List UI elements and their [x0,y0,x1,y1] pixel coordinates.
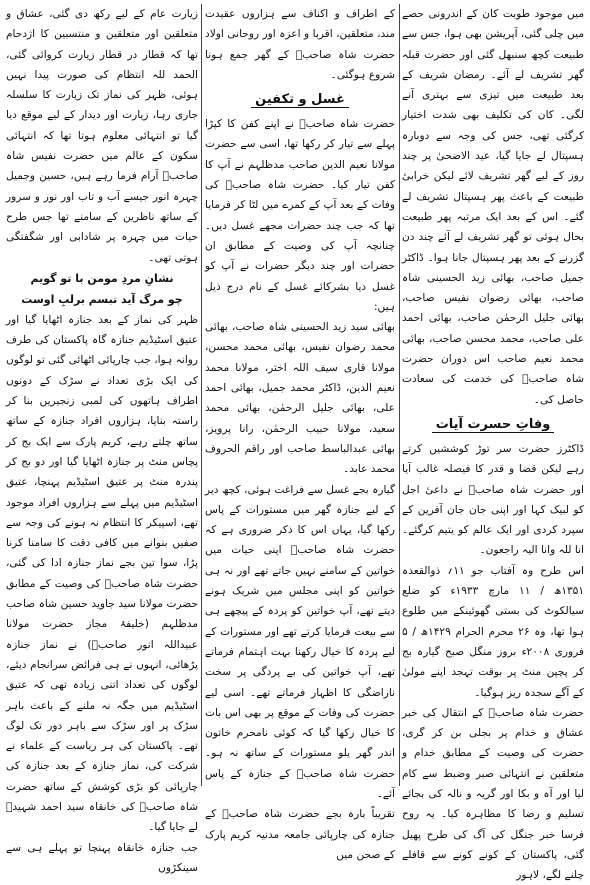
middle-paragraph-2: حضرت شاہ صاحبؒ نے اپنے کفن کا کپڑا پہلے سے تیار کر رکھا تھا، اسی سے حضرت مولانا نعیم الدین صاحب مدظلہم نے آپ کا کفن تیار کیا۔ حضرت شاہ صاحبؒ کی وفات کے بعد آپ کے کمرے میں لٹا کر فرمایا تھا کہ جب چند حضرات مجھے غسل دیں۔ چنانچہ آپ کی وصیت کے مطابق ان حضرات اور چند دیگر حضرات نے آپ کو غسل دیا بشرکائے غسل کے نام درج ذیل ہیں: [205,118,395,313]
middle-paragraph-5: تقریباً بارہ بجے حضرت شاہ صاحبؒ کے جنازہ کی چارپائی جامعہ مدنیہ کریم پارک کے صحن میں [205,808,395,861]
middle-paragraph-1: کے اطراف و اکناف سے ہزاروں عقیدت مند، متعلقین، اقربا و اعزہ اور روحانی اولاد حضرت شاہ صاحبؒ کے گھر جمع ہونا شروع ہوگئی۔ [205,8,395,81]
column-divider-right [399,4,400,786]
right-paragraph-1: میں موجود طوبت کان کے اندرونی حصے میں چلی گئی، آپریشن بھی ہوا، جس سے طبیعت کچھ سنبھل گئی اور حضرت قبلہ گھر تشریف لے آئے۔ رمضان شریف کے بعد طبیعت میں تیزی سے بہتری آنے لگی۔ کان کی تکلیف بھی شدت اختیار کرگئی تھی، جس کی وجہ سے دوبارہ ہسپتال لے جایا گیا، عید الاضحیٰ پر چند روز کے لیے گھر تشریف لائے لیکن خرابیٔ طبیعت کے باعث پھر ہسپتال تشریف لے گئے۔ اس کے بعد ایک مرتبہ پھر طبیعت بحال ہوئی تو گھر تشریف لے آئے چند دن گزرنے کے بعد پھر ہسپتال جانا ہوا۔ ڈاکٹر جمیل صاحب، بھائی زید الحسینی شاہ صاحب، بھائی رضوان نفیس صاحب، بھائی جلیل الرحمٰن صاحب، بھائی احمد علی صاحب، محمد محسن صاحب، بھائی محمد نعیم صاحب اس دوران حضرت شاہ صاحبؒ کی خدمت کی سعادت حاصل کی۔ [402,8,584,406]
right-paragraph-2: ڈاکٹرز حضرت سر توڑ کوششیں کرتے رہے لیکن قضا و قدر کا فیصلہ غالب آیا اور حضرت شاہ صاحبؒ نے داعیٔ اجل کو لبیک کہا اور اپنی جان جان آفرین کے سپرد کردی اور ایک عالم کو یتیم کرگئے۔ انا للہ وانا الیہ راجعون۔ [402,442,584,557]
section-heading-ghusl [205,88,395,112]
right-column [402,4,585,882]
middle-paragraph-4: گیارہ بجے غسل سے فراغت ہوئی، کچھ دیر کے لیے جنازہ گھر میں مستورات کے پاس رکھا گیا، یہاں اس کا ذکر ضروری ہے کہ حضرت شاہ صاحبؒ اپنی حیات میں خواتین کے سامنے نہیں جاتے تھے اور نہ ہی خواتین کو اپنی مجلس میں شریک ہونے دیتے تھے، آپ خواتین کو پردہ کے پیچھے ہی سے بیعت فرمایا کرتے تھے اور مستورات کے لیے پردہ کا خیال رکھنا بہت اہتمام فرماتے تھے، آپ خواتین کی بے پردگی پر سخت ناراضگی کا اظہار فرماتے تھے۔ اسی لیے حضرت کی وفات کے موقع پر بھی اس بات کا خیال رکھا گیا کہ کوئی نامحرم خاتون اندر گھر یلو مستورات کے ساتھ نہ ہو۔ حضرت شاہ صاحبؒ کے جنازہ کے پاس آئے۔ [205,483,395,800]
left-paragraph-1: زیارت عام کے لیے رکھ دی گئی، عشاق و متعلقین اور متعلقین و منتسبین کا اژدحام تھا کہ قطار در قطار زیارت کروائی گئی، الحمد للہ انتظام کی صورت پیدا نہیں ہوئی، ظہر کی نماز تک زیارت کا سلسلہ جاری رہا، زیارت اور دیدار کے لیے موقع دیا گیا تو انتہائی معلوم ہوتا تھا کہ انتہائی سکون کے عالم میں حضرت نفیس شاہ صاحبؒ آرام فرما رہے ہیں، حسین وجمیل چہرہ انور جیسے آب و تاب اور نور و سرور کے ساتھ ناظرین کے سامنے تھا جس طرح حیات میں چہرہ پر شادابی اور شگفتگی ہوتی تھی۔ [6,8,198,264]
section-heading-wafat-text: وفاتِ حسرت آیات [432,417,555,433]
column-divider-left [201,4,202,786]
section-heading-wafat [402,413,584,437]
left-column [5,4,198,874]
middle-paragraph-3: بھائی سید زید الحسینی شاہ صاحب، بھائی محمد رضوان نفیس، بھائی محمد محسن، مولانا قاری سیف اللہ اختر، مولانا محمد نعیم الدین، ڈاکٹر محمد جمیل، بھائی احمد علی، بھائی جلیل الرحمٰن، بھائی محمد سعید، مولانا حبیب الرحمٰن، رانا پرویز، بھائی عبدالباسط صاحب اور راقم الحروف محمد عابد۔ [205,321,395,476]
persian-verse-line-2: چو مرگ آید تبسم برلبِ اوست [21,292,183,306]
middle-column [205,4,395,861]
section-heading-ghusl-text: غسل و تکفین [251,92,349,108]
right-paragraph-4: حضرت شاہ صاحبؒ کے انتقال کی خبر عشاق و خدام پر بجلی بن کر گری، حضرت کی وصیت کے مطابق خدام و متعلقین نے انتہائی صبر وضبط سے کام لیا اور آہ و بکا اور گریہ و نالہ کی بجائے تسلیم و رضا کا مظاہرہ کیا۔ یہ روح فرسا خبر جنگل کی آگ کی طرح پھیل گئی، پاکستان کے کونے کونے سے قافلے چلنے لگے، لاہور [402,706,584,882]
persian-verse-line-1: نشانِ مردِ مومن با تو گویم [30,271,174,285]
left-paragraph-3: جب جنازہ خانقاہ پہنچا تو پہلے ہی سے سینکڑوں [6,841,198,874]
left-paragraph-2: ظہر کی نماز کے بعد جنازہ اٹھایا گیا اور عتیق اسٹیڈیم جنازہ گاہ پاکستان کی طرف روانہ ہوا، جب چارپائی اٹھائی گئی تو لوگوں کی ایک بڑی تعداد نے سڑک کے دونوں اطراف ہاتھوں کی لمبی زنجیریں بنا کر راستہ بنایا، ہزاروں افراد جنازہ کے ساتھ ساتھ چلتے رہے، کریم پارک سے ایک بج کر پچاس منٹ پر جنازہ اٹھایا گیا اور دو بج کر پندرہ منٹ پر عتیق اسٹیڈیم پہنچا، عتیق اسٹیڈیم میں پہلے سے ہزاروں افراد موجود تھے، اسپیکر کا انتظام نہ ہونے کی وجہ سے صفیں بنوانے میں کافی دقت کا سامنا کرنا پڑا، سوا تین بجے نماز جنازہ ادا کی گئی، حضرت شاہ صاحبؒ کی وصیت کے مطابق حضرت مولانا سید جاوید حسین شاہ صاحب مدظلہم (خلیفۂ مجاز حضرت مولانا عبیداللہ انور صاحبؒ) نے نماز جنازہ پڑھائی، انہوں نے ہی فرائض سرانجام دیئے، لوگوں کی تعداد اتنی زیادہ تھی کہ عتیق اسٹیڈیم میں جگہ نہ ملنے کے باعث باہر سڑک پر اور سڑک سے باہر دور تک لوگ تھے۔ پاکستان کی ہر ریاست کے علماء نے شرکت کی، نماز جنازہ کے بعد جنازہ کی چارپائی کو بڑی کوشش کے ساتھ حضرت شاہ صاحبؒ کی خانقاہ سید احمد شہیدؒ لے جایا گیا۔ [5,313,198,834]
right-paragraph-3: اس طرح وہ آفتاب جو ۱۱؍ ذوالقعدہ ۱۳۵۱ھ / ۱۱ مارچ ۱۹۳۳ء کو ضلع سیالکوٹ کی بستی گھوئینکے میں طلوع ہوا تھا، وہ ۲۶ محرم الحرام ۱۴۲۹ھ / ۵ فروری ۲۰۰۸ء بروز منگل صبح گیارہ بج کر پچپن منٹ پر بوقت تہجد اپنے مولیٰ کے آگے سجدہ ریز ہوگیا۔ [402,564,585,699]
